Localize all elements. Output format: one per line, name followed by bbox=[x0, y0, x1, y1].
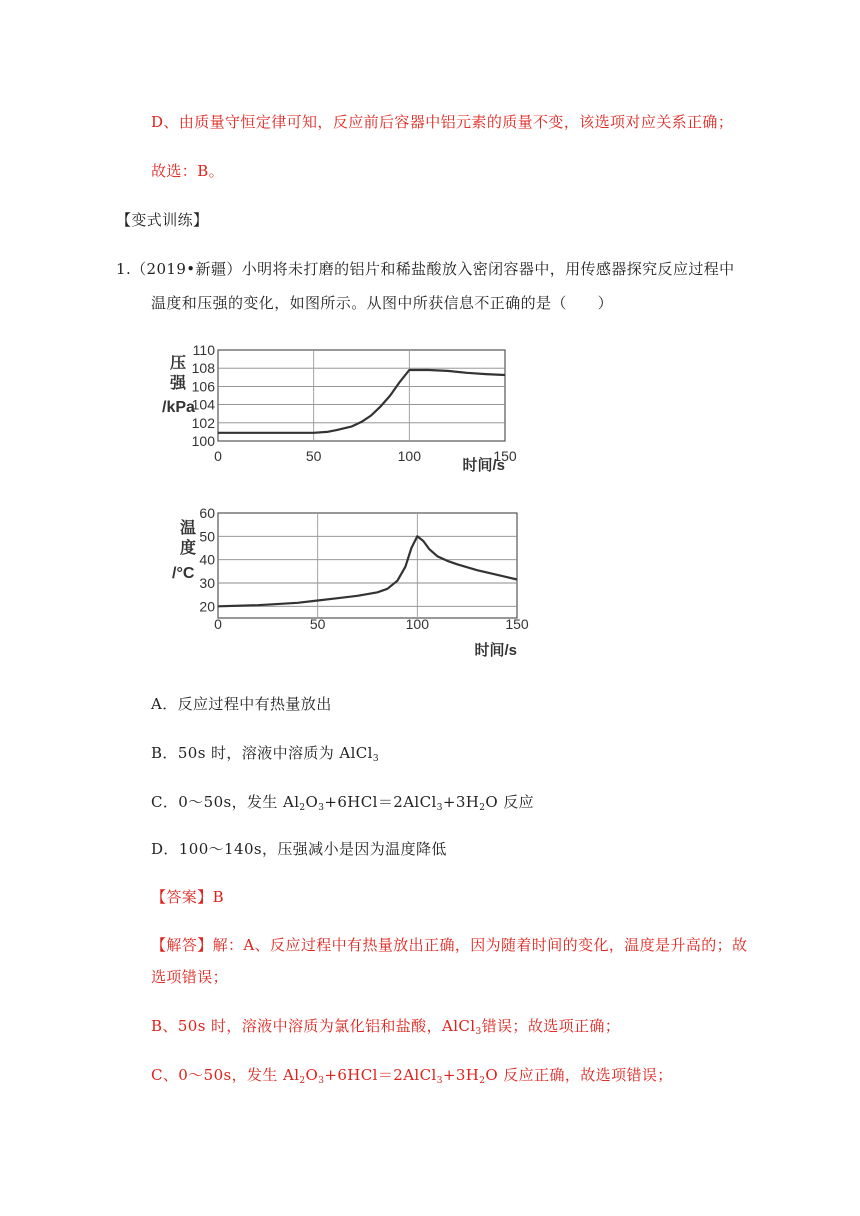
question-line-2: 温度和压强的变化，如图所示。从图中所获信息不正确的是（ ） bbox=[151, 294, 614, 312]
option-c-sub: 2 bbox=[479, 803, 486, 813]
y-tick-label: 106 bbox=[191, 378, 215, 395]
explanation-b-text: B、50s 时，溶液中溶质为氯化铝和盐酸，AlCl bbox=[151, 1017, 476, 1035]
y-axis-label: /°C bbox=[172, 565, 195, 582]
explanation-c-sub: 3 bbox=[436, 1076, 443, 1086]
chart-panel-pressure bbox=[162, 342, 517, 474]
option-c bbox=[151, 791, 534, 812]
answer-line bbox=[151, 886, 224, 907]
y-tick-label: 110 bbox=[192, 342, 215, 358]
y-tick-label: 108 bbox=[191, 360, 215, 377]
question-source: （2019•新疆） bbox=[131, 260, 242, 278]
y-tick-label: 40 bbox=[199, 551, 215, 568]
option-c-text: C．0～50s，发生 Al bbox=[151, 793, 300, 811]
y-tick-label: 100 bbox=[191, 433, 215, 449]
y-tick-label: 102 bbox=[191, 414, 215, 431]
y-axis-label: 度 bbox=[180, 540, 197, 557]
option-c-text: +6HCl＝2AlCl bbox=[324, 793, 437, 811]
explanation-label: 【解答】 bbox=[151, 936, 213, 954]
option-b bbox=[151, 742, 379, 763]
question-text-1: 小明将未打磨的铝片和稀盐酸放入密闭容器中，用传感器探究反应过程中 bbox=[241, 260, 735, 278]
y-axis-label: 强 bbox=[170, 375, 187, 392]
explanation-c-text: O bbox=[305, 1066, 319, 1084]
explanation-b-text: 错误；故选项正确； bbox=[481, 1017, 621, 1035]
y-tick-label: 30 bbox=[199, 575, 215, 591]
x-tick-label: 0 bbox=[214, 616, 222, 632]
option-b-sub: 3 bbox=[372, 754, 379, 764]
figure bbox=[150, 335, 550, 665]
option-c-sub: 3 bbox=[318, 803, 325, 813]
explanation-c-text: O 反应正确，故选项错误； bbox=[485, 1066, 673, 1084]
question-line-1 bbox=[116, 258, 735, 279]
x-tick-label: 100 bbox=[397, 448, 422, 464]
answer-label: 【答案】 bbox=[151, 888, 213, 906]
x-tick-label: 150 bbox=[493, 448, 517, 464]
x-tick-label: 50 bbox=[305, 448, 322, 464]
y-tick-label: 50 bbox=[199, 528, 215, 545]
y-axis-label: /kPa bbox=[162, 399, 195, 416]
x-axis-label: 时间/s bbox=[462, 457, 505, 474]
solution-choose: 故选：B。 bbox=[151, 162, 225, 180]
explanation-line-b bbox=[151, 1015, 620, 1036]
option-c-text: +3H bbox=[442, 793, 480, 811]
x-tick-label: 0 bbox=[214, 448, 222, 464]
explanation-c-text: +3H bbox=[442, 1066, 480, 1084]
option-a: A．反应过程中有热量放出 bbox=[151, 695, 332, 713]
y-tick-label: 60 bbox=[199, 505, 215, 521]
x-axis-label: 时间/s bbox=[474, 642, 517, 659]
explanation-c-sub: 3 bbox=[318, 1076, 325, 1086]
plot-frame bbox=[218, 513, 517, 618]
answer-value: B bbox=[212, 888, 225, 906]
option-b-text: B．50s 时，溶液中溶质为 AlCl bbox=[151, 744, 373, 762]
explanation-line-2: 选项错误； bbox=[151, 968, 229, 986]
explanation-text-1: 解：A、反应过程中有热量放出正确，因为随着时间的变化，温度是升高的；故 bbox=[212, 936, 748, 954]
data-line bbox=[218, 536, 517, 606]
y-tick-label: 20 bbox=[199, 598, 215, 615]
explanation-c-text: +6HCl＝2AlCl bbox=[324, 1066, 437, 1084]
question-number: 1. bbox=[116, 260, 132, 278]
explanation-c-text: C、0～50s，发生 Al bbox=[151, 1066, 300, 1084]
y-axis-label: 温 bbox=[180, 520, 197, 537]
chart-panel-temperature bbox=[172, 505, 529, 659]
option-c-text: O 反应 bbox=[485, 793, 535, 811]
plot-frame bbox=[218, 350, 505, 441]
section-title: 【变式训练】 bbox=[116, 211, 209, 229]
option-c-text: O bbox=[305, 793, 319, 811]
explanation-line-1 bbox=[151, 934, 747, 955]
x-tick-label: 150 bbox=[505, 616, 529, 632]
option-c-sub: 3 bbox=[436, 803, 443, 813]
solution-option-d: D、由质量守恒定律可知，反应前后容器中铝元素的质量不变，该选项对应关系正确； bbox=[151, 113, 734, 131]
data-line bbox=[218, 370, 505, 433]
x-tick-label: 100 bbox=[405, 616, 430, 632]
y-axis-label: 压 bbox=[170, 355, 187, 372]
option-c-sub: 2 bbox=[299, 803, 306, 813]
explanation-c-sub: 2 bbox=[299, 1076, 306, 1086]
explanation-c-sub: 2 bbox=[479, 1076, 486, 1086]
x-tick-label: 50 bbox=[309, 616, 326, 632]
explanation-line-c bbox=[151, 1064, 673, 1085]
option-d: D．100～140s，压强减小是因为温度降低 bbox=[151, 840, 447, 858]
y-tick-label: 104 bbox=[191, 396, 215, 413]
explanation-b-sub: 3 bbox=[475, 1027, 482, 1037]
figure-svg bbox=[150, 335, 550, 665]
